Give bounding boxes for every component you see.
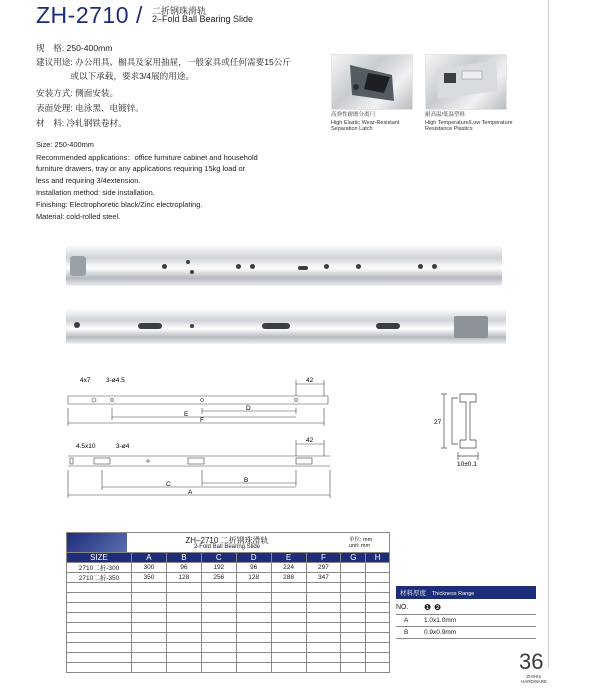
slide-product-photo-top xyxy=(66,246,502,286)
thickness-no-label: NO. xyxy=(396,604,409,611)
spec-cn-use-cont: 或以下承载，要求3/4展的用途。 xyxy=(36,71,195,81)
thickness-title-cn: 材料厚度 xyxy=(400,590,426,597)
spec-cn-material: 材 料: 冷轧钢铁卷材。 xyxy=(36,118,127,128)
table-cell: 347 xyxy=(306,573,341,583)
photo-caption-right-en2: Resistance Plastics xyxy=(425,126,473,132)
dim-label-3-o4-5: 3-ø4.5 xyxy=(106,377,125,384)
table-cell: 96 xyxy=(236,563,271,573)
thickness-row-id: A xyxy=(404,617,409,624)
table-row xyxy=(67,653,390,663)
table-cell: 192 xyxy=(201,563,236,573)
col-header: E xyxy=(271,553,306,563)
dim-label-42-top: 42 xyxy=(306,377,314,384)
table-cell: 297 xyxy=(306,563,341,573)
thickness-marker-2: ❷ xyxy=(434,603,442,612)
col-header: B xyxy=(166,553,201,563)
col-header: F xyxy=(306,553,341,563)
photo-caption-left-en1: High Elastic Wear-Resistant xyxy=(331,120,400,126)
photo-caption-left-en2: Separation Latch xyxy=(331,126,373,132)
spec-cn-use: 建议用途: 办公用具、橱具及家用抽屉，一般家具或任何需要15公斤 xyxy=(36,57,291,67)
table-row xyxy=(67,583,390,593)
table-cell: 300 xyxy=(132,563,167,573)
table-cell: 350 xyxy=(132,573,167,583)
spec-cn-finish: 表面处理: 电泳黑、电镀锌。 xyxy=(36,103,144,113)
table-row xyxy=(67,663,390,673)
section-width-label: 10±0.1 xyxy=(457,461,477,468)
table-row xyxy=(67,603,390,613)
thickness-title-en: Thickness Range xyxy=(431,591,475,597)
col-header: G xyxy=(341,553,366,563)
latch-photo xyxy=(331,54,413,110)
photo-caption-right-en1: High Temperature/Low Temperature xyxy=(425,120,513,126)
col-header: D xyxy=(236,553,271,563)
dim-label-A: A xyxy=(188,489,193,496)
table-cell: 128 xyxy=(236,573,271,583)
spec-table-header xyxy=(66,532,390,553)
title-en: 2–Fold Ball Bearing Slide xyxy=(152,14,254,24)
table-row xyxy=(67,623,390,633)
technical-drawing xyxy=(60,370,340,505)
table-row xyxy=(67,563,390,573)
spec-table-title-cn: ZH–2710 二折钢珠滑轨 xyxy=(185,536,269,545)
spec-table-title-en: 2-Fold Ball Bearing Slide xyxy=(193,544,261,550)
thickness-title xyxy=(396,586,536,599)
cross-section-drawing xyxy=(430,388,494,472)
spec-en-use-cont2: less and requiring 3/4extension. xyxy=(36,176,141,185)
table-row xyxy=(67,593,390,603)
table-row xyxy=(67,613,390,623)
page-number: 36 xyxy=(519,649,544,674)
table-cell: 128 xyxy=(166,573,201,583)
thickness-row-id: B xyxy=(404,629,409,636)
brand-line-1: ZHIHUI xyxy=(526,674,542,679)
brand-line-2: HARDWARE xyxy=(520,679,548,684)
dim-label-D: D xyxy=(246,405,251,412)
spec-en-finish: Finishing: Electrophoretic black/Zinc electroplating. xyxy=(36,200,203,209)
spec-en-size: Size: 250-400mm xyxy=(36,140,94,149)
table-cell: 256 xyxy=(201,573,236,583)
dim-label-F: F xyxy=(200,417,204,424)
photo-caption-right-cn: 耐高温/低温塑料 xyxy=(425,112,466,118)
table-cell: 224 xyxy=(271,563,306,573)
table-cell: 96 xyxy=(166,563,201,573)
section-height-label: 27 xyxy=(434,419,442,426)
slide-product-photo-bottom xyxy=(66,310,506,344)
model-number: ZH-2710 xyxy=(36,2,129,28)
dim-label-C: C xyxy=(166,481,171,488)
thickness-divider xyxy=(396,614,536,615)
title-slash: / xyxy=(136,2,143,28)
spec-table-header-row xyxy=(67,553,390,563)
col-header: A xyxy=(132,553,167,563)
dim-label-42-bottom: 42 xyxy=(306,437,314,444)
photo-caption-left-cn: 高弹性耐磨分离闩 xyxy=(331,112,376,118)
thickness-row-value: 1.0x1.0mm xyxy=(424,617,457,624)
table-cell xyxy=(366,563,390,573)
col-header: SIZE xyxy=(67,553,132,563)
title-cn: 二折钢珠滑轨 xyxy=(152,6,207,16)
table-cell: 288 xyxy=(271,573,306,583)
spec-table-logo-block xyxy=(67,533,127,553)
dim-label-B: B xyxy=(244,477,249,484)
table-cell xyxy=(366,573,390,583)
spec-cn-install: 安装方式: 侧面安装。 xyxy=(36,88,119,98)
dim-label-4x7: 4x7 xyxy=(80,377,91,384)
spec-en-material: Material: cold-rolled steel. xyxy=(36,212,121,221)
spec-table-unit-en: unit: mm xyxy=(349,543,371,549)
dim-label-4-5x10: 4.5x10 xyxy=(76,443,96,450)
spec-en-use: Recommended applications：office furniture cabinet and household xyxy=(36,153,258,162)
spec-cn-size: 规 格: 250-400mm xyxy=(36,43,113,53)
table-cell: 2710二折-300 xyxy=(67,563,132,573)
table-row xyxy=(67,573,390,583)
table-cell xyxy=(341,573,366,583)
table-row xyxy=(67,633,390,643)
spec-en-use-cont1: furniture drawers, tray or any applications requiring 15kg load or xyxy=(36,164,246,173)
spec-table xyxy=(66,552,390,673)
table-cell xyxy=(341,563,366,573)
plastics-photo xyxy=(425,54,507,110)
thickness-divider xyxy=(396,638,536,639)
col-header: H xyxy=(366,553,390,563)
spec-en-install: Installation method: side installation. xyxy=(36,188,155,197)
thickness-row-value: 0.9x0.9mm xyxy=(424,629,457,636)
spec-table-unit-cn: 单位: mm xyxy=(349,537,373,543)
dim-label-3-o4: 3-ø4 xyxy=(116,443,130,450)
dim-label-E: E xyxy=(184,411,189,418)
table-row xyxy=(67,643,390,653)
table-cell: 2710二折-350 xyxy=(67,573,132,583)
page-divider xyxy=(548,0,549,668)
col-header: C xyxy=(201,553,236,563)
thickness-marker-1: ❶ xyxy=(424,603,432,612)
thickness-divider xyxy=(396,626,536,627)
